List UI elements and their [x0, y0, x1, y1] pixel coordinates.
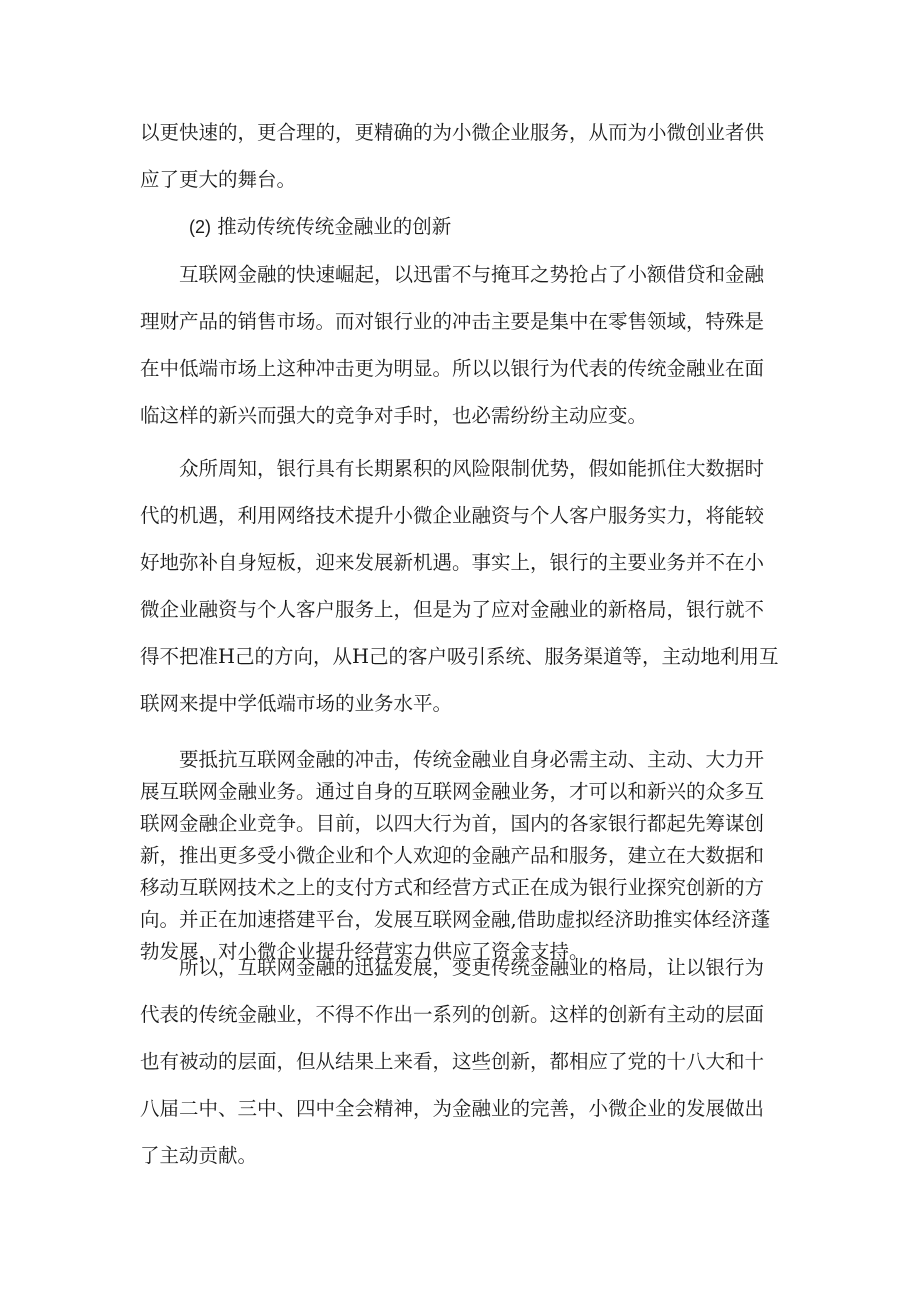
text-line: 代表的传统金融业，不得不作出一系列的创新。这样的创新有主动的层面: [140, 1003, 765, 1026]
text-line: 所以，互联网金融的迅猛发展，变更传统金融业的格局，让以银行为: [179, 956, 765, 979]
paragraph-resist-impact: [140, 744, 780, 968]
text-line: 移动互联网技术之上的支付方式和经营方式正在成为银行业探究创新的方: [140, 876, 765, 899]
section-heading-number: (2): [189, 217, 211, 237]
text-line: 要抵抗互联网金融的冲击，传统金融业自身必需主动、主动、大力开: [179, 748, 765, 771]
text-line: 以更快速的，更合理的，更精确的为小微企业服务，从而为小微创业者供: [140, 121, 765, 144]
text-line: 得不把准H己的方向，从H己的客户吸引系统、服务渠道等，主动地利用互: [140, 645, 779, 668]
text-line: 理财产品的销售市场。而对银行业的冲击主要是集中在零售领域，特殊是: [140, 310, 765, 333]
paragraph-intro-continuation: [140, 109, 780, 203]
text-line: 临这样的新兴而强大的竞争对手时，也必需纷纷主动应变。: [140, 404, 648, 427]
text-line: 了主动贡献。: [140, 1144, 258, 1167]
text-line: 也有被动的层面，但从结果上来看，这些创新，都相应了党的十八大和十: [140, 1050, 765, 1073]
paragraph-conclusion: [140, 944, 780, 1179]
text-line: 联网金融企业竞争。目前，以四大行为首，国内的各家银行都起先筹谋创: [140, 812, 765, 835]
text-line: 互联网金融的快速崛起，以迅雷不与掩耳之势抢占了小额借贷和金融: [179, 263, 765, 286]
text-line: 展互联网金融业务。通过自身的互联网金融业务，才可以和新兴的众多互: [140, 780, 765, 803]
paragraph-bank-advantages: [140, 445, 780, 727]
text-line: 联网来提中学低端市场的业务水平。: [140, 692, 453, 715]
text-line: 微企业融资与个人客户服务上，但是为了应对金融业的新格局，银行就不: [140, 598, 765, 621]
text-line: 好地弥补自身短板，迎来发展新机遇。事实上，银行的主要业务并不在小: [140, 551, 765, 574]
text-line: 向。并正在加速搭建平台，发展互联网金融,借助虚拟经济助推实体经济蓬: [140, 908, 771, 931]
section-heading-text: 推动传统传统金融业的创新: [217, 215, 452, 238]
text-line: 众所周知，银行具有长期累积的风险限制优势，假如能抓住大数据时: [179, 457, 765, 480]
text-line: 代的机遇，利用网络技术提升小微企业融资与个人客户服务实力，将能较: [140, 504, 765, 527]
text-line: 八届二中、三中、四中全会精神，为金融业的完善，小微企业的发展做出: [140, 1097, 765, 1120]
section-heading: [189, 203, 451, 251]
text-line: 应了更大的舞台。: [140, 168, 297, 191]
text-line: 新，推出更多受小微企业和个人欢迎的金融产品和服务，建立在大数据和: [140, 844, 765, 867]
text-line: 勃发展，对小微企业提升经营实力供应了资金支持。: [140, 940, 589, 963]
text-line: 在中低端市场上这种冲击更为明显。所以以银行为代表的传统金融业在面: [140, 357, 765, 380]
paragraph-internet-finance-rise: [140, 251, 780, 439]
